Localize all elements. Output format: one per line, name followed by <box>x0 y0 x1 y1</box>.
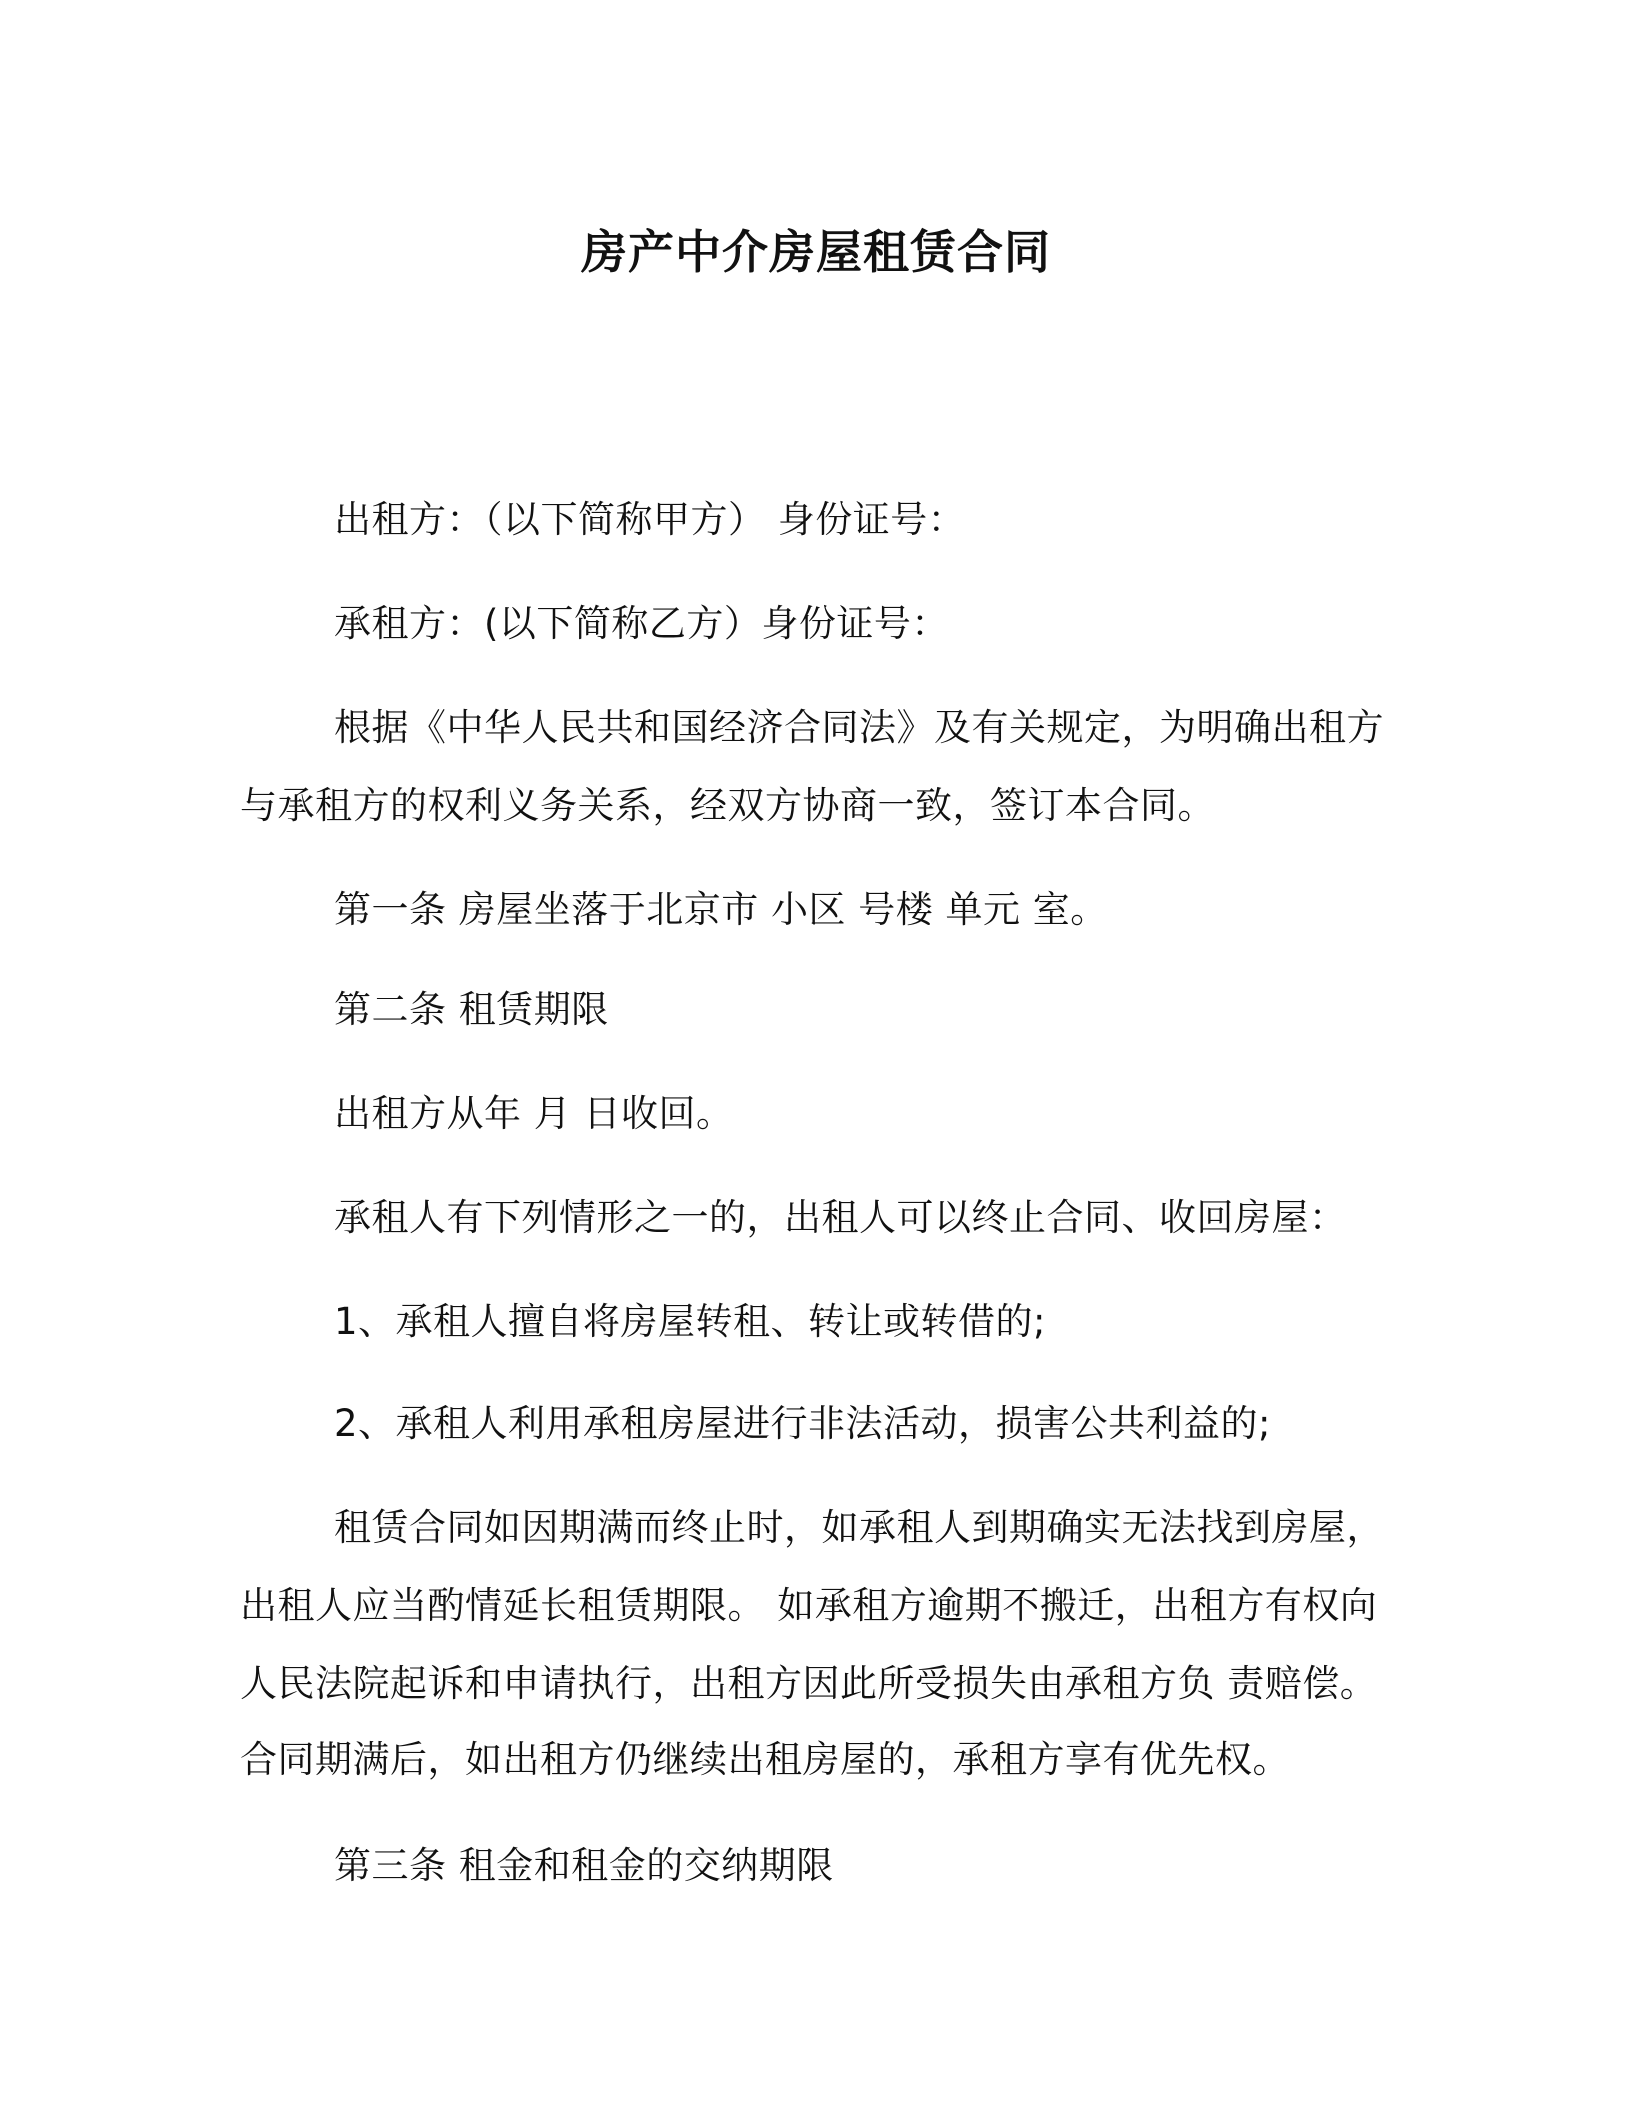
document-title: 房产中介房屋租赁合同 <box>581 225 1051 279</box>
expiry-paragraph-line-3: 人民法院起诉和申请执行，出租方因此所受损失由承租方负 责赔偿。 <box>240 1662 1378 1705</box>
lessee-line: 承租方：(以下简称乙方）身份证号： <box>334 602 949 645</box>
preamble-line-1: 根据《中华人民共和国经济合同法》及有关规定，为明确出租方 <box>334 706 1384 749</box>
article-2-text: 出租方从年 月 日收回。 <box>334 1092 734 1135</box>
termination-intro: 承租人有下列情形之一的，出租人可以终止合同、收回房屋： <box>334 1196 1347 1239</box>
preamble-line-2: 与承租方的权利义务关系，经双方协商一致，签订本合同。 <box>240 784 1215 827</box>
article-3-heading: 第三条 租金和租金的交纳期限 <box>334 1844 834 1887</box>
termination-item-2: 2、承租人利用承租房屋进行非法活动，损害公共利益的; <box>334 1402 1272 1445</box>
expiry-paragraph-line-2: 出租人应当酌情延长租赁期限。 如承租方逾期不搬迁，出租方有权向 <box>240 1584 1378 1627</box>
lessor-line: 出租方：（以下简称甲方） 身份证号： <box>334 498 966 541</box>
expiry-paragraph-line-4: 合同期满后，如出租方仍继续出租房屋的，承租方享有优先权。 <box>240 1738 1290 1781</box>
article-2-heading: 第二条 租赁期限 <box>334 988 609 1031</box>
expiry-paragraph-line-1: 租赁合同如因期满而终止时，如承租人到期确实无法找到房屋， <box>334 1506 1384 1549</box>
article-1: 第一条 房屋坐落于北京市 小区 号楼 单元 室。 <box>334 888 1108 931</box>
termination-item-1: 1、承租人擅自将房屋转租、转让或转借的; <box>334 1300 1047 1343</box>
